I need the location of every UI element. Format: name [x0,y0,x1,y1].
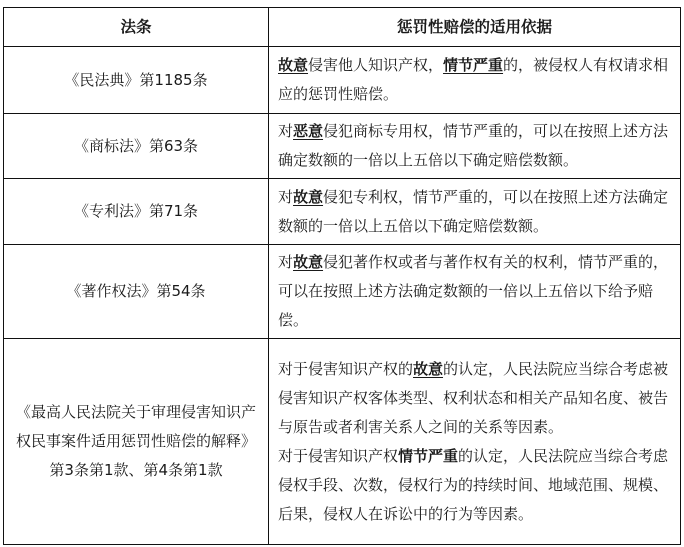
law-name-cell: 《专利法》第71条 [4,179,269,245]
basis-cell [269,339,681,545]
table-row [4,245,681,339]
law-name-cell: 《民法典》第1185条 [4,47,269,114]
keyword-emphasis: 情节严重 [398,446,459,465]
basis-paragraph-intent: 对于侵害知识产权的故意的认定，人民法院应当综合考虑被侵害知识产权客体类型、权利状态和相关产品知名度、被告与原告或者利害关系人之间的关系等因素。 [278,359,669,436]
header-basis: 惩罚性赔偿的适用依据 [269,8,681,47]
keyword-emphasis: 故意 [413,359,444,378]
header-law: 法条 [4,8,269,47]
basis-cell: 对故意侵犯专利权，情节严重的，可以在按照上述方法确定数额的一倍以上五倍以下确定赔偿数额。 [269,179,681,245]
keyword-emphasis: 故意 [278,56,309,74]
keyword-emphasis: 情节严重 [443,56,504,74]
keyword-emphasis: 恶意 [293,122,324,140]
law-name-cell: 《最高人民法院关于审理侵害知识产权民事案件适用惩罚性赔偿的解释》第3条第1款、第4条第1款 [4,339,269,545]
basis-cell: 故意侵害他人知识产权，情节严重的，被侵权人有权请求相应的惩罚性赔偿。 [269,47,681,114]
table-row [4,339,681,545]
law-name-cell: 《著作权法》第54条 [4,245,269,339]
punitive-damages-table [3,7,681,545]
table-row [4,114,681,179]
keyword-emphasis: 故意 [293,253,324,271]
table-row [4,47,681,114]
header-row [4,8,681,47]
keyword-emphasis: 故意 [293,187,324,206]
law-name-cell: 《商标法》第63条 [4,114,269,179]
basis-paragraph-severity: 对于侵害知识产权情节严重的认定，人民法院应当综合考虑侵权手段、次数，侵权行为的持续时间、地域范围、规模、后果，侵权人在诉讼中的行为等因素。 [278,446,669,523]
basis-cell: 对恶意侵犯商标专用权，情节严重的，可以在按照上述方法确定数额的一倍以上五倍以下确定赔偿数额。 [269,114,681,179]
basis-cell: 对故意侵犯著作权或者与著作权有关的权利，情节严重的，可以在按照上述方法确定数额的一倍以上五倍以下给予赔偿。 [269,245,681,339]
table-row [4,179,681,245]
